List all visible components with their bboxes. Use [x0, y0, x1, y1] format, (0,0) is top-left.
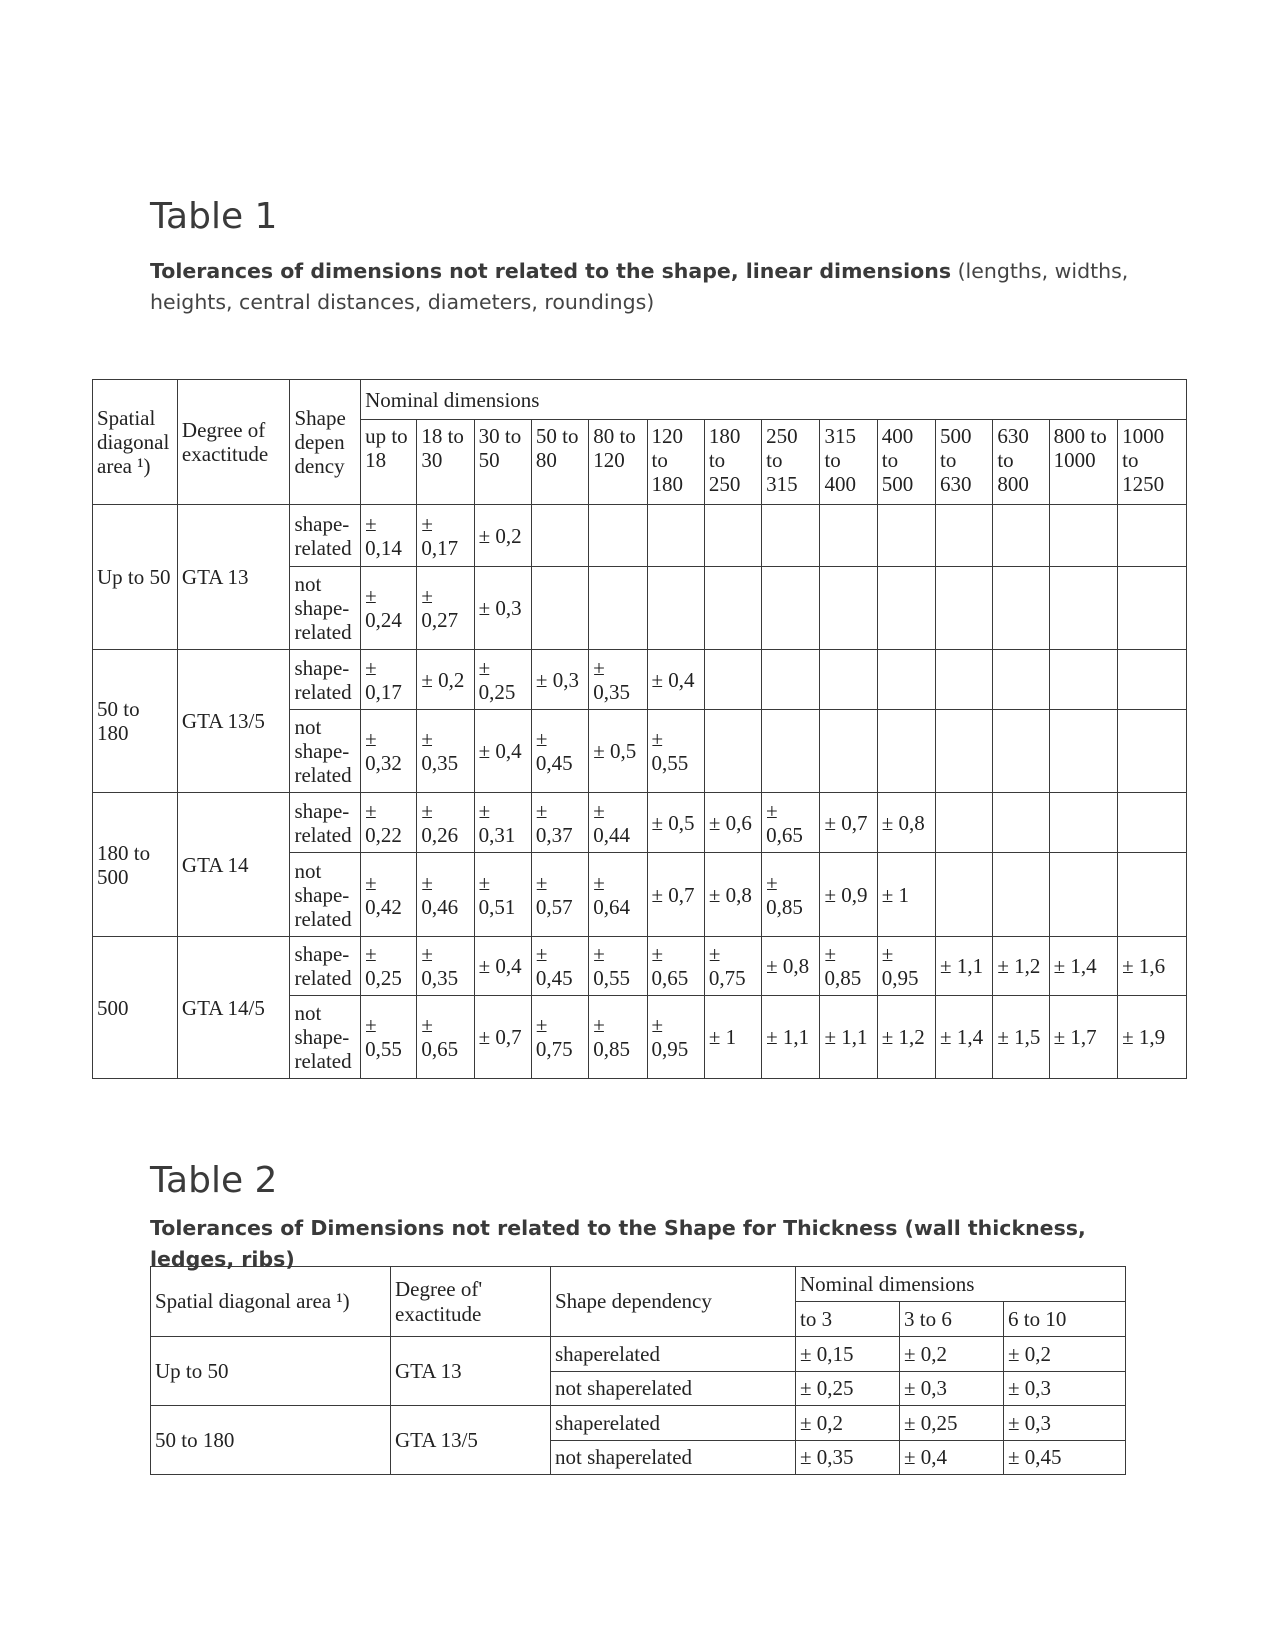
- table1-value-cell: ± 0,64: [589, 853, 647, 937]
- table1-value-cell: ± 0,55: [361, 996, 417, 1079]
- table1-area-cell: Up to 50: [93, 505, 178, 650]
- table1-value-cell: ± 1: [877, 853, 935, 937]
- table1-value-cell: ± 0,22: [361, 793, 417, 853]
- table2-shape-cell: shaperelated: [551, 1337, 796, 1372]
- table1-value-cell: [1118, 650, 1187, 710]
- table1-value-cell: ± 0,27: [417, 567, 474, 650]
- table1-head-shape: Shape depen dency: [290, 380, 361, 505]
- table1-area-cell: 50 to 180: [93, 650, 178, 793]
- table1-range-header: 400 to 500: [877, 420, 935, 505]
- table1-shape-cell: not shape-related: [290, 567, 361, 650]
- table1-value-cell: [877, 505, 935, 567]
- table1-area-cell: 500: [93, 937, 178, 1079]
- table1-value-cell: ± 0,44: [589, 793, 647, 853]
- table1-value-cell: [820, 505, 877, 567]
- table1-shape-cell: not shape-related: [290, 853, 361, 937]
- table1-range-header: 500 to 630: [936, 420, 993, 505]
- table1-shape-cell: not shape-related: [290, 710, 361, 793]
- table1-value-cell: [877, 650, 935, 710]
- table1-shape-cell: not shape-related: [290, 996, 361, 1079]
- table2-value-cell: ± 0,2: [1004, 1337, 1126, 1372]
- table-row: [93, 937, 1187, 996]
- table1-value-cell: ± 1,9: [1118, 996, 1187, 1079]
- table2-head-shape: Shape dependency: [551, 1267, 796, 1337]
- table2-value-cell: ± 0,4: [900, 1441, 1004, 1475]
- table2-head-degree: Degree of' exactitude: [391, 1267, 551, 1337]
- table1-value-cell: [936, 853, 993, 937]
- table1-value-cell: [1049, 853, 1118, 937]
- table-row: [151, 1406, 1126, 1441]
- table1-range-header: 18 to 30: [417, 420, 474, 505]
- table1-value-cell: [1049, 650, 1118, 710]
- table1-value-cell: ± 0,2: [474, 505, 531, 567]
- table1-range-header: 50 to 80: [531, 420, 588, 505]
- table1-value-cell: [531, 567, 588, 650]
- table1-degree-cell: GTA 13: [177, 505, 290, 650]
- table1-value-cell: ± 0,25: [474, 650, 531, 710]
- table1-value-cell: [993, 505, 1049, 567]
- table1-value-cell: ± 0,4: [647, 650, 704, 710]
- table1-degree-cell: GTA 14: [177, 793, 290, 937]
- table2-head-nominal: Nominal dimensions: [796, 1267, 1126, 1302]
- table1-range-header: 315 to 400: [820, 420, 877, 505]
- table1-range-header: 80 to 120: [589, 420, 647, 505]
- table1-head-nominal: Nominal dimensions: [361, 380, 1187, 420]
- table1-value-cell: ± 1,1: [936, 937, 993, 996]
- table2-degree-cell: GTA 13: [391, 1337, 551, 1406]
- table1-value-cell: ± 0,65: [417, 996, 474, 1079]
- table1-value-cell: ± 0,24: [361, 567, 417, 650]
- table1-value-cell: ± 0,95: [647, 996, 704, 1079]
- table1-value-cell: ± 0,31: [474, 793, 531, 853]
- table1-value-cell: ± 0,85: [762, 853, 820, 937]
- table1-value-cell: ± 0,75: [704, 937, 761, 996]
- table1-value-cell: ± 0,75: [531, 996, 588, 1079]
- table1-value-cell: ± 0,35: [417, 710, 474, 793]
- table-row: [93, 505, 1187, 567]
- table1-value-cell: ± 0,55: [589, 937, 647, 996]
- table1-title: Table 1: [150, 196, 278, 237]
- table1-value-cell: [936, 793, 993, 853]
- table2-range-header: 3 to 6: [900, 1302, 1004, 1337]
- table1-degree-cell: GTA 14/5: [177, 937, 290, 1079]
- table1-value-cell: [704, 650, 761, 710]
- table2-degree-cell: GTA 13/5: [391, 1406, 551, 1475]
- table1-range-header: 1000 to 1250: [1118, 420, 1187, 505]
- table1-value-cell: ± 0,4: [474, 710, 531, 793]
- table1-value-cell: [647, 567, 704, 650]
- table2-value-cell: ± 0,45: [1004, 1441, 1126, 1475]
- table1-value-cell: ± 0,65: [647, 937, 704, 996]
- table1-value-cell: [877, 567, 935, 650]
- table2-range-header: 6 to 10: [1004, 1302, 1126, 1337]
- table1-value-cell: [820, 710, 877, 793]
- table2-shape-cell: shaperelated: [551, 1406, 796, 1441]
- table1-value-cell: ± 1,7: [1049, 996, 1118, 1079]
- table1-value-cell: ± 0,25: [361, 937, 417, 996]
- table1-range-header: 800 to 1000: [1049, 420, 1118, 505]
- table1-head-spatial: Spatial diagonal area ¹): [93, 380, 178, 505]
- table-row: [151, 1337, 1126, 1372]
- table1-value-cell: ± 0,26: [417, 793, 474, 853]
- table1-value-cell: ± 1,1: [820, 996, 877, 1079]
- table2-range-header: to 3: [796, 1302, 900, 1337]
- table1-value-cell: [936, 710, 993, 793]
- table1-caption-rest: (lengths, widths, heights, central distances, diameters, roundings): [150, 259, 1129, 314]
- table1-value-cell: [704, 710, 761, 793]
- table2-area-cell: Up to 50: [151, 1337, 391, 1406]
- table1-value-cell: [936, 567, 993, 650]
- table1-value-cell: ± 0,17: [417, 505, 474, 567]
- table1-value-cell: [877, 710, 935, 793]
- table2-value-cell: ± 0,25: [900, 1406, 1004, 1441]
- table1-value-cell: [589, 505, 647, 567]
- table1-value-cell: ± 1,5: [993, 996, 1049, 1079]
- table1-value-cell: ± 0,45: [531, 937, 588, 996]
- table1-value-cell: ± 0,3: [474, 567, 531, 650]
- table2-title: Table 2: [150, 1160, 278, 1201]
- table2-caption-bold: Tolerances of Dimensions not related to the Shape for Thickness (wall thickness, ledges, ribs): [150, 1216, 1086, 1271]
- table2-head-spatial: Spatial diagonal area ¹): [151, 1267, 391, 1337]
- table1-value-cell: ± 0,35: [417, 937, 474, 996]
- table1-value-cell: ± 0,65: [762, 793, 820, 853]
- table1-value-cell: [1118, 505, 1187, 567]
- table1-value-cell: ± 0,7: [474, 996, 531, 1079]
- table1-value-cell: ± 0,6: [704, 793, 761, 853]
- table1-value-cell: [531, 505, 588, 567]
- table1-value-cell: ± 0,17: [361, 650, 417, 710]
- table2-value-cell: ± 0,3: [1004, 1372, 1126, 1406]
- table1-value-cell: [762, 650, 820, 710]
- table1-value-cell: ± 0,8: [877, 793, 935, 853]
- table1-value-cell: ± 0,46: [417, 853, 474, 937]
- table1-value-cell: [704, 505, 761, 567]
- table1-value-cell: ± 1,4: [936, 996, 993, 1079]
- table1-value-cell: ± 0,7: [820, 793, 877, 853]
- table2-thickness-table: [150, 1266, 1126, 1475]
- table1-range-header: 120 to 180: [647, 420, 704, 505]
- table2-area-cell: 50 to 180: [151, 1406, 391, 1475]
- table2-value-cell: ± 0,3: [900, 1372, 1004, 1406]
- table2-shape-cell: not shaperelated: [551, 1372, 796, 1406]
- table1-shape-cell: shape-related: [290, 505, 361, 567]
- table1-range-header: up to 18: [361, 420, 417, 505]
- table1-value-cell: [762, 505, 820, 567]
- table1-caption-bold: Tolerances of dimensions not related to the shape, linear dimensions: [150, 259, 952, 283]
- table1-value-cell: [647, 505, 704, 567]
- table2-value-cell: ± 0,15: [796, 1337, 900, 1372]
- table1-value-cell: ± 0,3: [531, 650, 588, 710]
- table1-area-cell: 180 to 500: [93, 793, 178, 937]
- table1-value-cell: [589, 567, 647, 650]
- table1-value-cell: ± 0,95: [877, 937, 935, 996]
- table1-tolerance-table: [92, 379, 1187, 1079]
- table1-range-header: 630 to 800: [993, 420, 1049, 505]
- table1-range-header: 180 to 250: [704, 420, 761, 505]
- table1-value-cell: [1118, 567, 1187, 650]
- table1-value-cell: ± 0,2: [417, 650, 474, 710]
- table1-caption: [150, 256, 1150, 318]
- table1-value-cell: ± 0,7: [647, 853, 704, 937]
- table1-value-cell: ± 0,32: [361, 710, 417, 793]
- table1-value-cell: ± 1,1: [762, 996, 820, 1079]
- table1-value-cell: [993, 650, 1049, 710]
- table1-value-cell: [1049, 793, 1118, 853]
- table1-range-header: 30 to 50: [474, 420, 531, 505]
- table1-value-cell: [820, 567, 877, 650]
- table1-value-cell: ± 0,4: [474, 937, 531, 996]
- table1-value-cell: ± 0,85: [820, 937, 877, 996]
- table1-value-cell: [1118, 710, 1187, 793]
- table1-head-degree: Degree of exactitude: [177, 380, 290, 505]
- table2-value-cell: ± 0,2: [796, 1406, 900, 1441]
- table1-value-cell: ± 0,42: [361, 853, 417, 937]
- table1-shape-cell: shape-related: [290, 793, 361, 853]
- table1-value-cell: [762, 710, 820, 793]
- table1-value-cell: ± 0,45: [531, 710, 588, 793]
- table1-value-cell: ± 1,4: [1049, 937, 1118, 996]
- table1-range-header: 250 to 315: [762, 420, 820, 505]
- table1-shape-cell: shape-related: [290, 650, 361, 710]
- table1-value-cell: ± 0,14: [361, 505, 417, 567]
- table-row: [93, 650, 1187, 710]
- table1-value-cell: ± 0,9: [820, 853, 877, 937]
- table1-value-cell: ± 0,8: [704, 853, 761, 937]
- table2-value-cell: ± 0,35: [796, 1441, 900, 1475]
- table1-value-cell: [1118, 853, 1187, 937]
- table1-value-cell: ± 1,6: [1118, 937, 1187, 996]
- table2-value-cell: ± 0,3: [1004, 1406, 1126, 1441]
- table1-value-cell: [1049, 710, 1118, 793]
- table1-value-cell: ± 0,51: [474, 853, 531, 937]
- table1-value-cell: ± 0,55: [647, 710, 704, 793]
- table1-value-cell: [1049, 567, 1118, 650]
- table1-value-cell: [993, 853, 1049, 937]
- table1-value-cell: ± 0,8: [762, 937, 820, 996]
- table1-value-cell: ± 1: [704, 996, 761, 1079]
- table1-value-cell: ± 0,37: [531, 793, 588, 853]
- table1-degree-cell: GTA 13/5: [177, 650, 290, 793]
- table1-value-cell: ± 0,85: [589, 996, 647, 1079]
- table2-value-cell: ± 0,25: [796, 1372, 900, 1406]
- table1-value-cell: ± 0,35: [589, 650, 647, 710]
- table1-value-cell: ± 0,5: [589, 710, 647, 793]
- table1-value-cell: [993, 567, 1049, 650]
- table1-value-cell: ± 1,2: [993, 937, 1049, 996]
- table1-value-cell: [762, 567, 820, 650]
- table1-value-cell: [993, 793, 1049, 853]
- table1-value-cell: [1118, 793, 1187, 853]
- table1-value-cell: [820, 650, 877, 710]
- table1-value-cell: [993, 710, 1049, 793]
- table1-shape-cell: shape-related: [290, 937, 361, 996]
- table1-value-cell: ± 0,57: [531, 853, 588, 937]
- table-row: [93, 793, 1187, 853]
- table1-value-cell: [936, 505, 993, 567]
- table1-value-cell: [1049, 505, 1118, 567]
- table2-shape-cell: not shaperelated: [551, 1441, 796, 1475]
- table2-value-cell: ± 0,2: [900, 1337, 1004, 1372]
- table1-value-cell: [936, 650, 993, 710]
- table1-value-cell: [704, 567, 761, 650]
- table1-value-cell: ± 1,2: [877, 996, 935, 1079]
- table1-value-cell: ± 0,5: [647, 793, 704, 853]
